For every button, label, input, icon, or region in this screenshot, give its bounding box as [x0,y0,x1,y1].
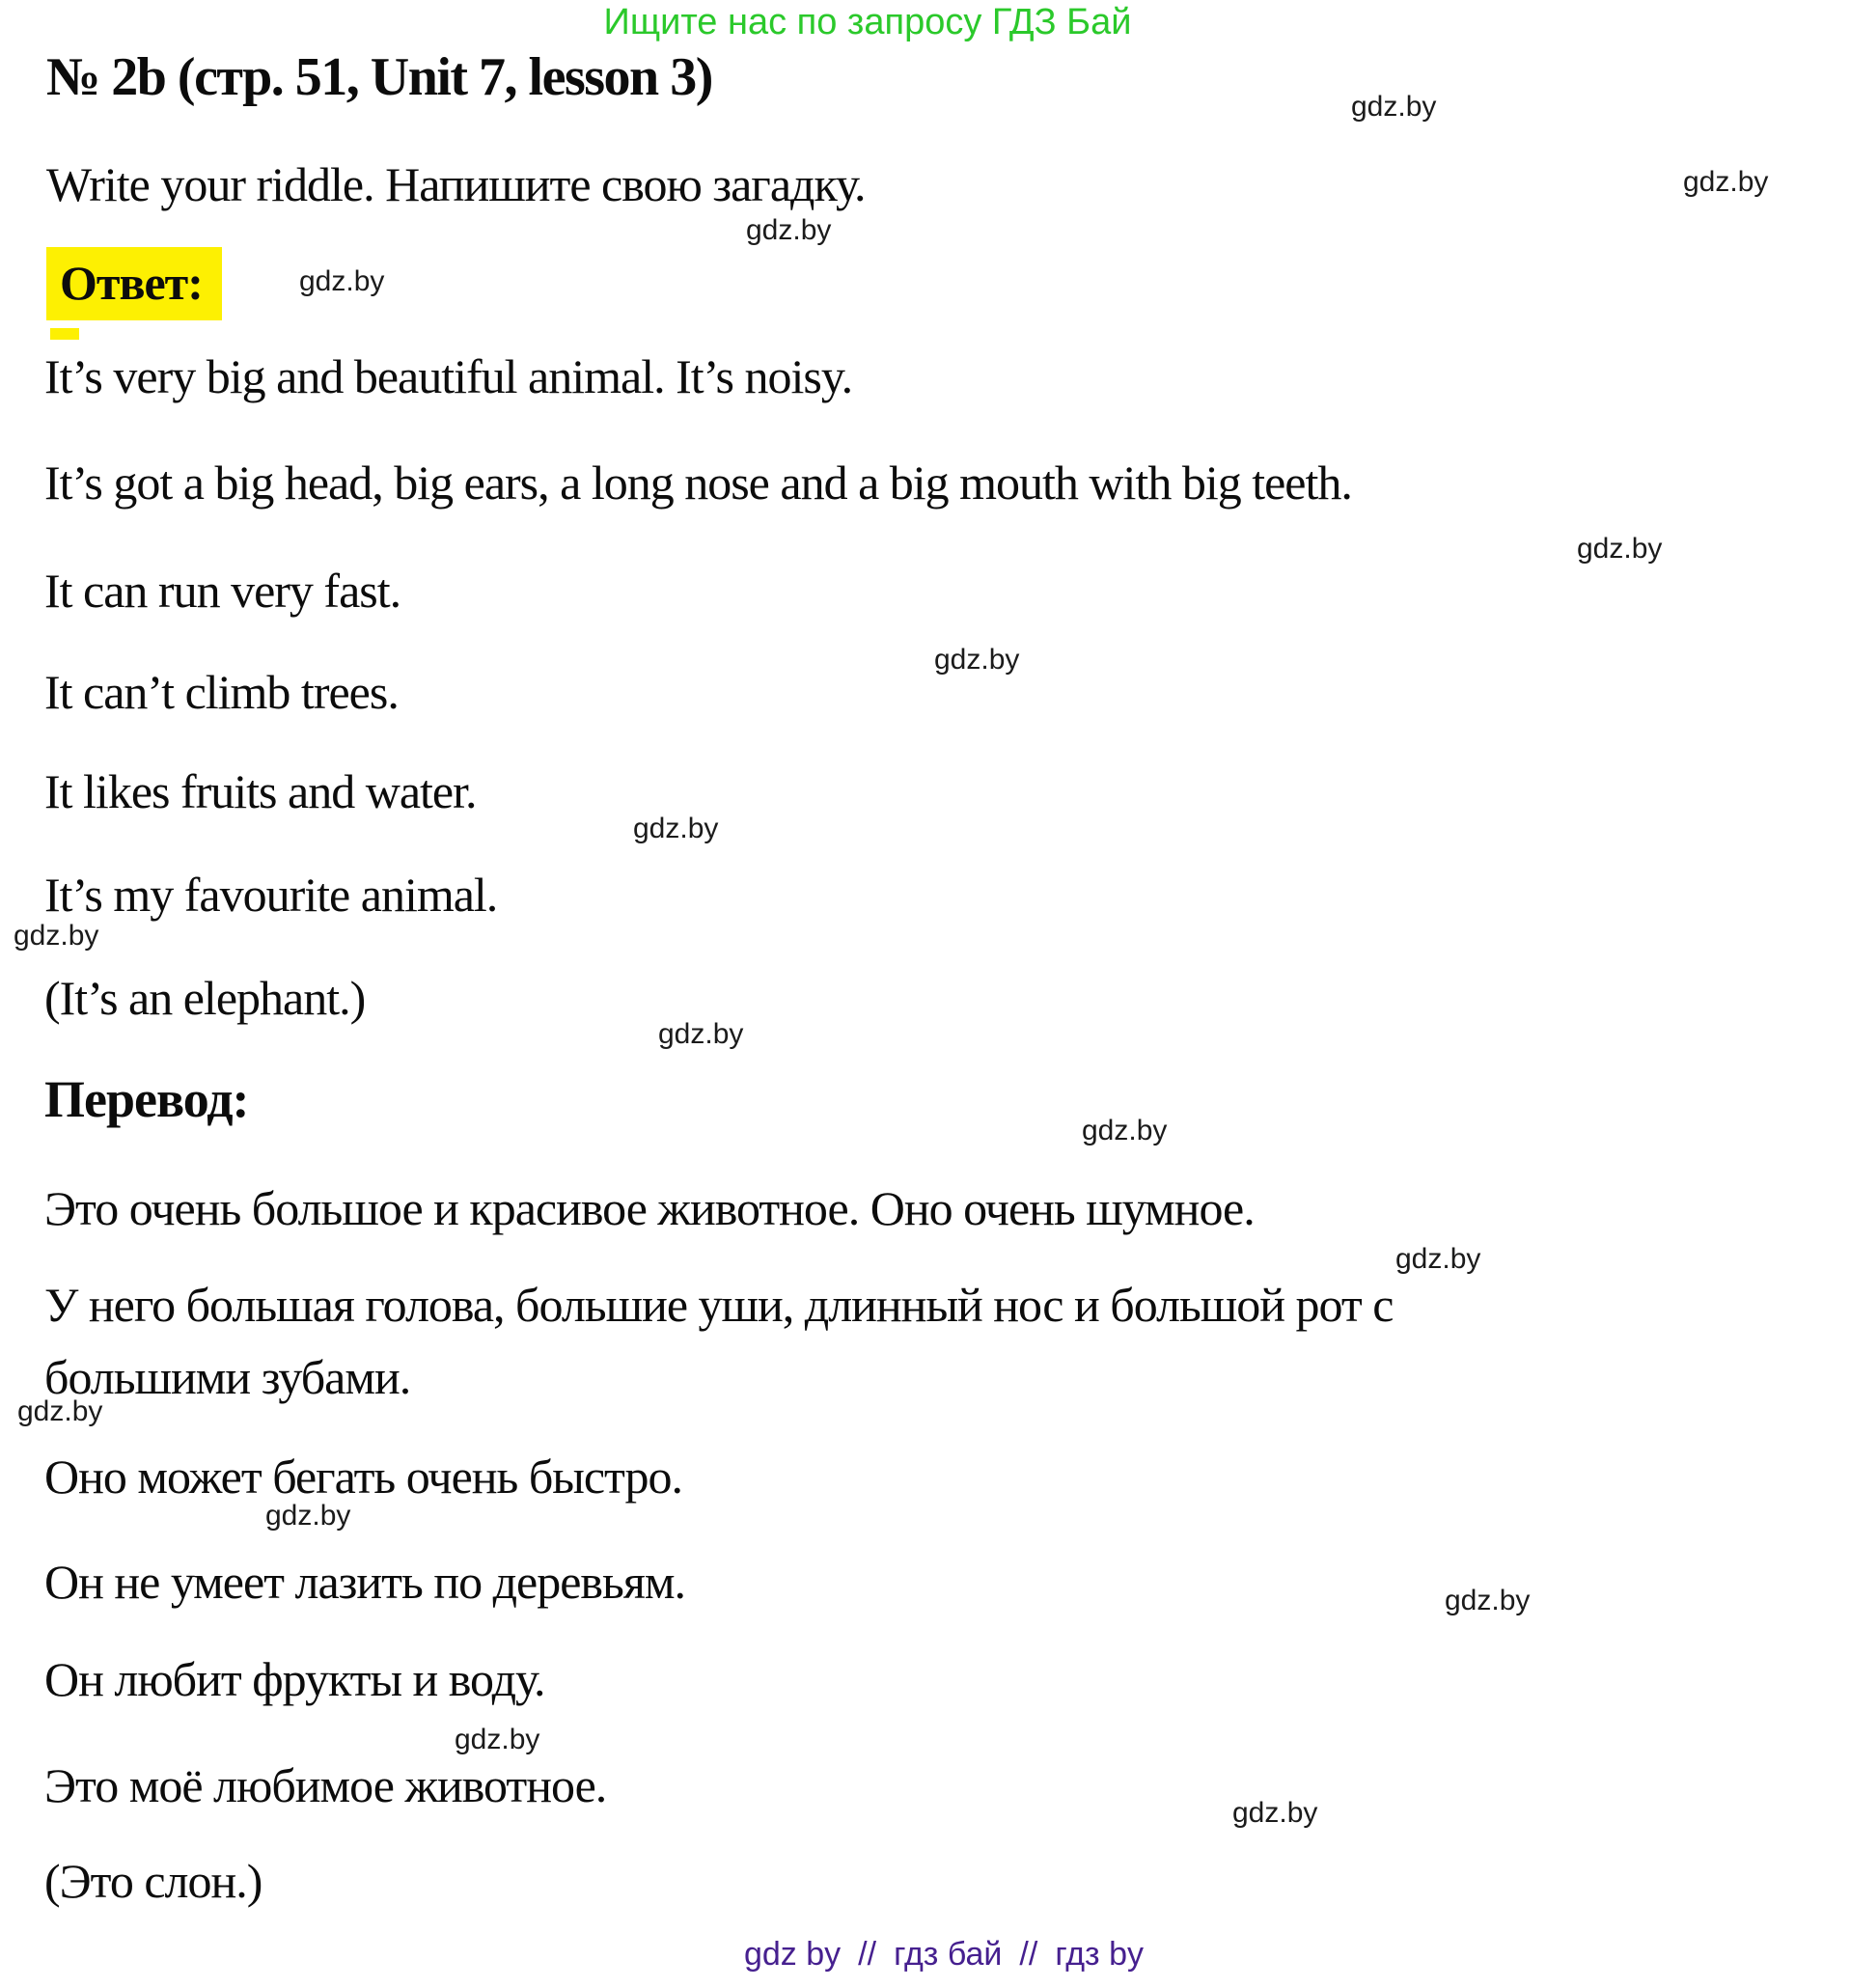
footer-separator: // [1019,1936,1038,1973]
riddle-line: It’s very big and beautiful animal. It’s noisy. [44,349,853,403]
watermark: gdz.by [1351,91,1437,123]
watermark: gdz.by [299,265,385,297]
translation-line: Он любит фрукты и воду. [44,1652,545,1706]
exercise-heading: № 2b (стр. 51, Unit 7, lesson 3) [46,47,712,107]
riddle-line: It can run very fast. [44,564,401,618]
answer-label: Ответ: [46,247,222,320]
watermark: gdz.by [265,1500,351,1532]
watermark: gdz.by [658,1018,744,1050]
watermark: gdz.by [1395,1243,1481,1275]
translation-label: Перевод: [44,1070,249,1128]
translation-line: У него большая голова, большие уши, длинный нос и большой рот с [44,1278,1394,1332]
watermark: gdz.by [1445,1585,1531,1616]
translation-line: Это очень большое и красивое животное. Оно очень шумное. [44,1181,1255,1235]
watermark: gdz.by [455,1724,540,1755]
watermark: gdz.by [746,214,832,246]
highlight-fragment [50,328,79,340]
riddle-line: It’s got a big head, big ears, a long nose and a big mouth with big teeth. [44,456,1352,510]
riddle-line: It likes fruits and water. [44,764,477,818]
promo-banner: Ищите нас по запросу ГДЗ Бай [603,2,1132,42]
watermark: gdz.by [1082,1115,1168,1146]
task-text: Write your riddle. Напишите свою загадку. [46,157,866,211]
watermark: gdz.by [934,644,1020,676]
watermark: gdz.by [17,1395,103,1427]
translation-line: большими зубами. [44,1350,411,1404]
riddle-line: It can’t climb trees. [44,665,399,719]
footer [744,1938,1144,1971]
translation-line: Оно может бегать очень быстро. [44,1450,683,1504]
watermark: gdz.by [1232,1797,1318,1829]
footer-segment: гдз бай [894,1936,1003,1973]
footer-segment: gdz by [743,1936,842,1973]
riddle-line: It’s my favourite animal. [44,868,498,922]
translation-line: Это моё любимое животное. [44,1758,607,1812]
footer-separator: // [858,1936,877,1973]
translation-line: (Это слон.) [44,1854,262,1908]
watermark: gdz.by [14,920,99,952]
watermark: gdz.by [1577,533,1663,565]
riddle-line: (It’s an elephant.) [44,971,366,1025]
footer-segment: гдз by [1055,1936,1145,1973]
watermark: gdz.by [633,813,719,844]
translation-line: Он не умеет лазить по деревьям. [44,1555,685,1609]
watermark: gdz.by [1683,166,1769,198]
